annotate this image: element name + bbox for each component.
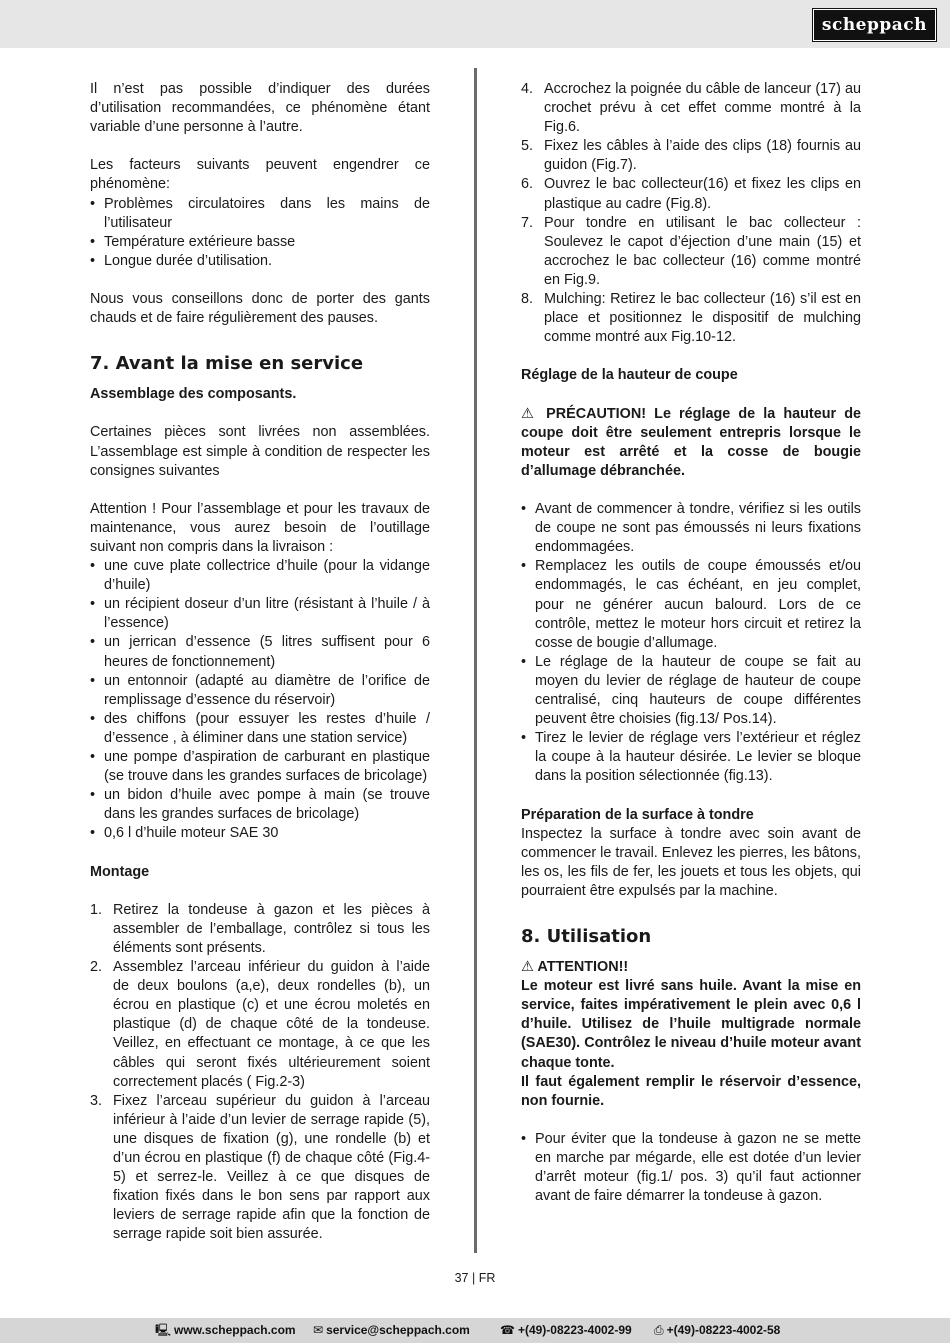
list-item: 1. Retirez la tondeuse à gazon et les pièces à assembler de l’emballage, contrôlez si tous les éléments sont présents.: [90, 901, 430, 956]
paragraph-assembly-intro: Certaines pièces sont livrées non assemblées. L’assemblage est simple à condition de respecter les consignes suivantes: [90, 424, 430, 479]
factors-list: [90, 195, 430, 271]
attention-title: ⚠ ATTENTION!!: [521, 959, 629, 976]
list-item: • un jerrican d’essence (5 litres suffisent pour 6 heures de fonctionnement): [90, 633, 430, 671]
montage-steps-continued: [521, 80, 861, 347]
list-item: • un récipient doseur d’un litre (résistant à l’huile / à l’essence): [90, 595, 430, 633]
section-7-heading: 7. Avant la mise en service: [90, 353, 364, 375]
list-item: 8. Mulching: Retirez le bac collecteur (16) s’il est en place et positionnez le dispositif de mulching comme montré aux Fig.10-12.: [521, 291, 861, 346]
list-item: • un entonnoir (adapté au diamètre de l’orifice de remplissage d’essence du réservoir): [90, 672, 430, 710]
telephone-icon: ☎: [500, 1323, 515, 1337]
list-item: • Le réglage de la hauteur de coupe se fait au moyen du levier de réglage de hauteur de coupe centralisé, cinq hauteurs de coupe différentes peuvent être choisies (fig.13/ Pos.14).: [521, 653, 861, 729]
subheading-surface-prep: Préparation de la surface à tondre: [521, 806, 754, 823]
paragraph-gloves-advice: Nous vous conseillons donc de porter des gants chauds et de faire régulièrement des pauses.: [90, 291, 430, 327]
attention-fuel-text: Il faut également remplir le réservoir d’essence, non fournie.: [521, 1073, 861, 1109]
list-item: • Avant de commencer à tondre, vérifiez si les outils de coupe ne sont pas émoussés ni leurs fixations endommagées.: [521, 500, 861, 557]
usage-list: [521, 1130, 861, 1206]
list-item: • Problèmes circulatoires dans les mains de l’utilisateur: [90, 195, 430, 233]
warning-icon: ⚠: [521, 959, 534, 976]
subheading-cutting-height: Réglage de la hauteur de coupe: [521, 367, 738, 384]
fax-icon: ⎙: [654, 1323, 664, 1337]
list-item: 5. Fixez les câbles à l’aide des clips (18) fournis au guidon (Fig.7).: [521, 138, 861, 174]
list-item: • une cuve plate collectrice d’huile (pour la vidange d’huile): [90, 557, 430, 595]
list-item: • Longue durée d’utilisation.: [90, 252, 430, 271]
computer-icon: 🖳: [155, 1323, 172, 1337]
paragraph-usage-duration: Il n’est pas possible d’indiquer des durées d’utilisation recommandées, ce phénomène étant variable d’une personne à l’autre.: [90, 81, 430, 136]
list-item: • un bidon d’huile avec pompe à main (se trouve dans les grandes surfaces de bricolage): [90, 786, 430, 824]
list-item: 2. Assemblez l’arceau inférieur du guidon à l’aide de deux boulons (a,e), deux rondelles (b), un écrou en plastique (c) et une écrou moletés en plastique (d) de chaque côté de la tondeuse. Veillez, en effectuant ce montage, à ce que les câbles qui seront fixés ultérieurement soient correctement placés ( Fig.2-3): [90, 959, 430, 1090]
list-item: 6. Ouvrez le bac collecteur(16) et fixez les clips en plastique au cadre (Fig.8).: [521, 176, 861, 212]
warning-icon: ⚠: [521, 405, 539, 422]
paragraph-tools-intro: Attention ! Pour l’assemblage et pour les travaux de maintenance, vous aurez besoin de l’outillage suivant non compris dans la livraison :: [90, 500, 430, 555]
brand-logo: scheppach: [813, 9, 936, 41]
attention-oil-text: Le moteur est livré sans huile. Avant la mise en service, faites impérativement le plein avec 0,6 l d’huile. Utilisez de l’huile multigrade normale (SAE30). Contrôlez le niveau d’huile moteur avant chaque tonte.: [521, 978, 861, 1071]
list-item: 3. Fixez l’arceau supérieur du guidon à l’arceau inférieur à l’aide d’un levier de serrage rapide (5), une disques de fixation (g), une rondelle (b) et d’un écrou en plastique (f) de chaque côté (Fig.4-5) et serrez-le. Veillez à ce que disques de fixation fixés dans le bon sens par rapport aux leviers de serrage rapide afin que la fonction de serrage rapide soit bien assurée.: [90, 1092, 430, 1243]
list-item: • Pour éviter que la tondeuse à gazon ne se mette en marche par mégarde, elle est dotée d’un levier d’arrêt moteur (fig.1/ pos. 3) qu’il faut actionner avant de faire démarrer la tondeuse à gazon.: [521, 1130, 861, 1206]
list-item: • Remplacez les outils de coupe émoussés et/ou endommagés, le cas échéant, en jeu complet, pour ne générer aucun balourd. Lors de ce contrôle, mettez le moteur hors circuit et retirez la cosse de bougie d’allumage.: [521, 557, 861, 652]
list-item: • Température extérieure basse: [90, 233, 430, 252]
montage-steps-list: [90, 901, 430, 1245]
right-column: [521, 80, 861, 1206]
paragraph-surface-prep: Inspectez la surface à tondre avec soin avant de commencer le travail. Enlevez les pierres, les bâtons, les os, les fils de fer, les jouets et tous les objets, qui pourraient être expulsés par la machine.: [521, 825, 861, 899]
footer-email[interactable]: ✉ service@scheppach.com: [313, 1323, 470, 1337]
header-bar: [0, 0, 950, 48]
section-8-heading: 8. Utilisation: [521, 926, 652, 948]
left-column: [90, 80, 430, 1244]
tools-list: [90, 557, 430, 843]
list-item: 4. Accrochez la poignée du câble de lanceur (17) au crochet prévu à cet effet comme montré à la Fig.6.: [521, 81, 861, 136]
footer-fax: ⎙ +(49)-08223-4002-58: [654, 1323, 781, 1337]
footer-phone: ☎ +(49)-08223-4002-99: [500, 1323, 632, 1337]
list-item: • des chiffons (pour essuyer les restes d’huile / d’essence , à éliminer dans une station service): [90, 710, 430, 748]
subheading-montage: Montage: [90, 863, 150, 880]
footer-bar: [0, 1318, 950, 1343]
envelope-icon: ✉: [313, 1323, 324, 1337]
paragraph-factors-intro: Les facteurs suivants peuvent engendrer ce phénomène:: [90, 157, 430, 193]
page-number: 37 | FR: [454, 1271, 496, 1285]
list-item: • une pompe d’aspiration de carburant en plastique (se trouve dans les grandes surfaces de bricolage): [90, 748, 430, 786]
subheading-assembly: Assemblage des composants.: [90, 386, 297, 403]
list-item: • 0,6 l d’huile moteur SAE 30: [90, 824, 430, 843]
cutting-height-list: [521, 500, 861, 786]
column-divider: [474, 68, 477, 1253]
list-item: 7. Pour tondre en utilisant le bac collecteur : Soulevez le capot d’éjection d’une main (15) et accrochez le bac collecteur (16) comme montré en Fig.9.: [521, 214, 861, 288]
footer-web[interactable]: 🖳 www.scheppach.com: [155, 1323, 296, 1337]
caution-notice: ⚠ PRÉCAUTION! Le réglage de la hauteur de coupe doit être seulement entrepris lorsque le moteur est arrêté et la cosse de bougie d’allumage débranchée.: [521, 405, 862, 479]
list-item: • Tirez le levier de réglage vers l’extérieur et réglez la coupe à la hauteur désirée. Le levier se bloque dans la position sélectionnée (fig.13).: [521, 729, 861, 786]
